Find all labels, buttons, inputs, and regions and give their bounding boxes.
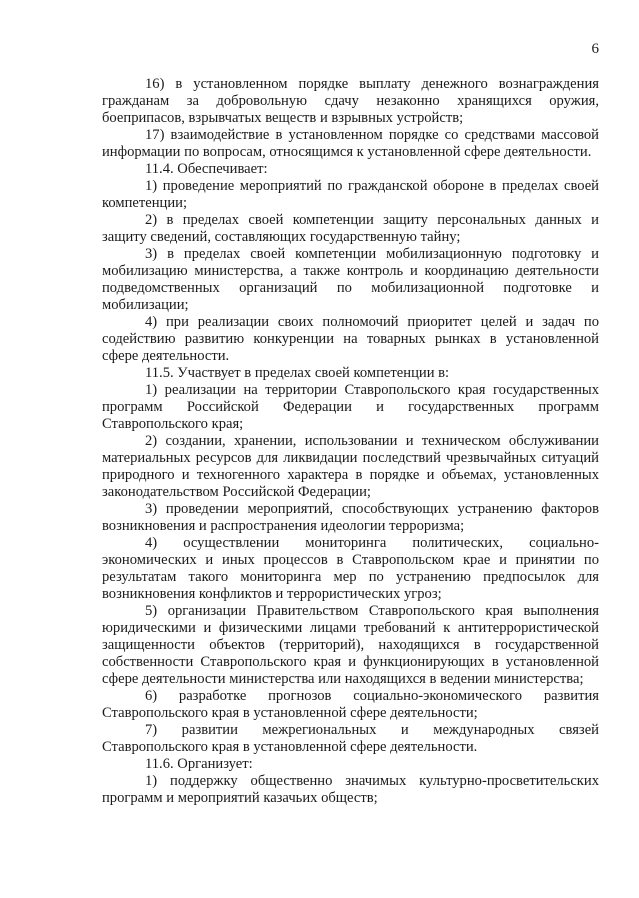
paragraph-11-4-item-4: 4) при реализации своих полномочий приоритет целей и задач по содействию развитию конкуренции на товарных рынках в установленной сфере деятельности.	[102, 314, 599, 364]
section-heading-11-5: 11.5. Участвует в пределах своей компетенции в:	[145, 365, 450, 381]
paragraph-11-5-item-3: 3) проведении мероприятий, способствующих устранению факторов возникновения и распространения идеологии терроризма;	[102, 501, 599, 534]
paragraph-11-4-item-2: 2) в пределах своей компетенции защиту персональных данных и защиту сведений, составляющих государственную тайну;	[102, 212, 599, 245]
document-body	[102, 76, 599, 807]
page-number: 6	[591, 41, 599, 57]
paragraph-11-5-item-2: 2) создании, хранении, использовании и техническом обслуживании материальных ресурсов для ликвидации последствий чрезвычайных ситуаций природного и техногенного характера в порядке и объемах, установленных законодательством Российской Федерации;	[102, 433, 599, 500]
paragraph-11-6-item-1: 1) поддержку общественно значимых культурно-просветительских программ и мероприятий казачьих обществ;	[102, 773, 599, 806]
paragraph-11-4-item-1: 1) проведение мероприятий по гражданской обороне в пределах своей компетенции;	[102, 178, 599, 211]
paragraph-item-16-reward: 16) в установленном порядке выплату денежного вознаграждения гражданам за добровольную сдачу незаконно хранящихся оружия, боеприпасов, взрывчатых веществ и взрывных устройств;	[102, 76, 599, 126]
paragraph-11-4-item-3: 3) в пределах своей компетенции мобилизационную подготовку и мобилизацию министерства, а также контроль и координацию деятельности подведомственных организаций по мобилизационной подготовке и мобилизации;	[102, 246, 599, 313]
paragraph-11-5-item-4: 4) осуществлении мониторинга политических, социально-экономических и иных процессов в Ставропольском крае и принятии по результатам такого мониторинга мер по устранению предпосылок для возникновения конфликтов и террористических угроз;	[102, 535, 599, 602]
paragraph-11-5-item-7: 7) развитии межрегиональных и международных связей Ставропольского края в установленной сфере деятельности.	[102, 722, 599, 755]
paragraph-11-5-item-6: 6) разработке прогнозов социально-экономического развития Ставропольского края в установленной сфере деятельности;	[102, 688, 599, 721]
paragraph-11-5-item-5: 5) организации Правительством Ставропольского края выполнения юридическими и физическими лицами требований к антитеррористической защищенности объектов (территорий), находящихся в государственной собственности Ставропольского края и функционирующих в установленной сфере деятельности министерства или находящихся в ведении министерства;	[102, 603, 599, 687]
section-heading-11-4: 11.4. Обеспечивает:	[145, 161, 268, 177]
section-heading-11-6: 11.6. Организует:	[145, 756, 253, 772]
paragraph-11-5-item-1: 1) реализации на территории Ставропольского края государственных программ Российской Федерации и государственных программ Ставропольского края;	[102, 382, 599, 432]
paragraph-item-17-media: 17) взаимодействие в установленном порядке со средствами массовой информации по вопросам, относящимся к установленной сфере деятельности.	[102, 127, 599, 160]
